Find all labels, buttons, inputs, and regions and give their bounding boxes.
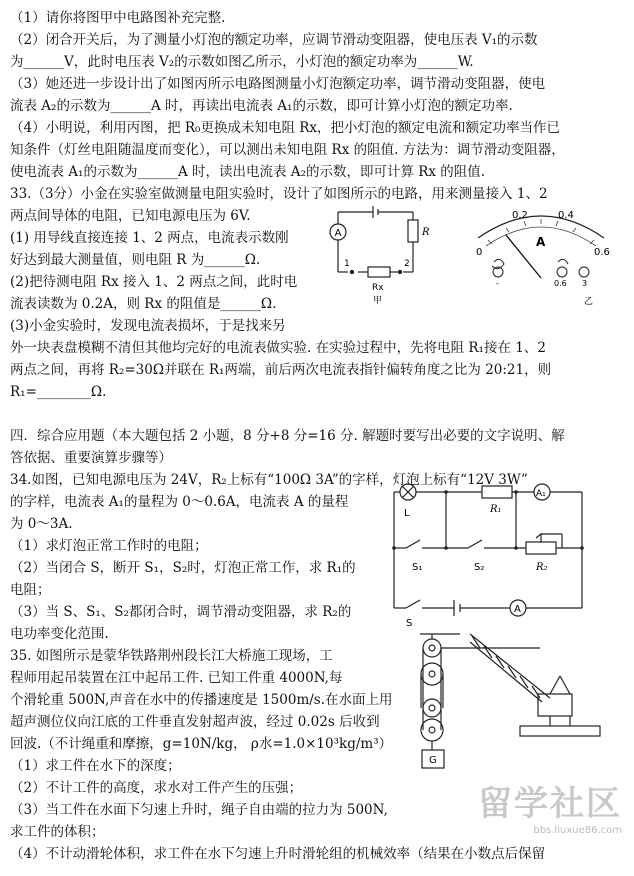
load-label: G [429,755,437,766]
text-line: 外一块表盘模糊不清但其他均完好的电流表做实验. 在实验过程中，先将电阻 R₁接在 1、2 [10,340,546,356]
terminal-0-6: 0.6 [554,279,567,288]
text-line: 好达到最大测量值，则电阻 R 为______Ω. [10,252,261,268]
ammeter-label: A [334,228,342,239]
text-line: 程师用起吊装置在江中起吊工件. 已知工件重 4000N,每 [10,670,343,686]
dial-unit-label: A [536,235,546,249]
text-line: 答依据、重要演算步骤等） [10,450,172,466]
text-line: 流表读数为 0.2A，则 Rx 的阻值是______Ω. [10,296,277,312]
text-line: 超声测位仪向江底的工件垂直发射超声波，经过 0.02s 后收到 [10,714,380,730]
text-line: 电功率变化范围. [10,626,109,642]
text-line: （1）请你将图甲中电路图补充完整. [10,10,226,26]
question-35-heading: 35. 如图所示是蒙华铁路荆州段长江大桥施工现场，工 [10,648,333,664]
lamp-label: L [404,508,410,519]
text-line: 两点间导体的电阻，已知电源电压为 6V. [10,208,251,224]
text-line: （4）小明说，利用丙图，把 R₀更换成未知电阻 Rx，把小灯泡的额定电流和额定功率当作已 [10,120,561,136]
text-line: 知条件（灯丝电阻随温度而变化），可以测出未知电阻 Rx 的阻值. 方法为：调节滑动变阻器， [10,142,565,158]
text-line: （4）不计动滑轮体积，求工件在水下匀速上升时滑轮组的机械效率（结果在小数点后保留 [10,846,546,862]
text-line: 回波.（不计绳重和摩擦，g=10N/kg， ρ水=1.0×10³kg/m³） [10,736,393,752]
figure-caption-yi: 乙 [584,297,594,307]
watermark-main: 留学社区 [478,784,622,824]
text-line: （1）求工件在水下的深度； [10,758,181,774]
s-label: S [406,618,413,629]
text-line: （2）不计工件的高度，求水对工件产生的压强； [10,780,303,796]
text-line: （2）闭合开关后，为了测量小灯泡的额定功率，应调节滑动变阻器，使电压表 V₁的示数 [10,32,538,48]
text-line: （1）求灯泡正常工作时的电阻； [10,538,208,554]
a-label: A [514,604,521,615]
a1-label: A₁ [536,489,546,499]
text-line: （3）当工件在水面下匀速上升时，绳子自由端的拉力为 500N, [10,802,388,818]
dial-tick-zero: 0 [476,247,483,258]
text-line: 个滑轮重 500N,声音在水中的传播速度是 1500m/s.在水面上用 [10,692,393,708]
ammeter-dial-figure [466,200,616,310]
text-line: R₁=________Ω. [10,384,107,400]
text-line: (1) 用导线直接连接 1、2 两点，电流表示数刚 [10,230,289,246]
dial-tick-0-4: 0.4 [558,210,574,221]
s1-label: S₁ [412,562,423,573]
dial-tick-0-2: 0.2 [512,210,528,221]
text-line: 为 0～3A. [10,516,73,532]
text-line: 使电流表 A₁的示数为______A 时，读出电流表 A₂的示数，即可计算 Rx 的阻值. [10,164,486,180]
text-line: (3)小金实验时，发现电流表损坏，于是找来另 [10,318,286,334]
r2-label: R₂ [536,562,548,573]
text-line: 求工件的体积； [10,824,105,840]
text-line: （2）当闭合 S，断开 S₁，S₂时，灯泡正常工作，求 R₁的 [10,560,356,576]
point-1-label: 1 [344,259,350,269]
rx-label: Rx [372,283,384,293]
figure-caption-jia: 甲 [373,296,383,306]
circuit-diagram-33 [318,200,448,310]
s2-label: S₂ [474,562,485,573]
question-34-heading: 34.如图，已知电源电压为 24V，R₂上标有“100Ω 3A”的字样，灯泡上标有“12V 3W” [10,472,528,488]
r1-label: R₁ [490,504,502,515]
crane-pulley-figure [410,628,610,778]
text-line: （3）她还进一步设计出了如图丙所示电路图测量小灯泡额定功率，调节滑动变阻器，使电 [10,76,546,92]
text-line: 为______V，此时电压表 V₂的示数如图乙所示，小灯泡的额定功率为______W. [10,54,474,70]
terminal-minus: - [496,279,499,288]
circuit-diagram-34 [386,480,602,630]
dial-tick-0-6: 0.6 [594,247,610,258]
watermark [478,776,622,836]
text-line: 的字样，电流表 A₁的量程为 0～0.6A，电流表 A 的量程 [10,494,349,510]
watermark-url: bbs.liuxue86.com [533,825,622,836]
text-line: （3）当 S、S₁、S₂都闭合时，调节滑动变阻器，求 R₂的 [10,604,352,620]
question-33-heading: 33.（3分）小金在实验室做测量电阻实验时，设计了如图所示的电路，用来测量接入 1、2 [10,186,548,202]
terminal-3: 3 [582,279,588,288]
text-line: (2)把待测电阻 Rx 接入 1、2 两点之间，此时电 [10,274,298,290]
section-4-heading: 四．综合应用题（本大题包括 2 小题，8 分+8 分=16 分. 解题时要写出必要的文字说明、解 [10,428,565,444]
point-2-label: 2 [404,259,410,269]
text-line: 电阻； [10,582,51,598]
text-line: 两点之间，再将 R₂=30Ω并联在 R₁两端，前后两次电流表指针偏转角度之比为 20:21，则 [10,362,552,378]
text-line: 流表 A₂的示数为______A 时，再读出电流表 A₁的示数，即可计算小灯泡的额定功率. [10,98,513,114]
resistor-label: R [422,227,430,238]
